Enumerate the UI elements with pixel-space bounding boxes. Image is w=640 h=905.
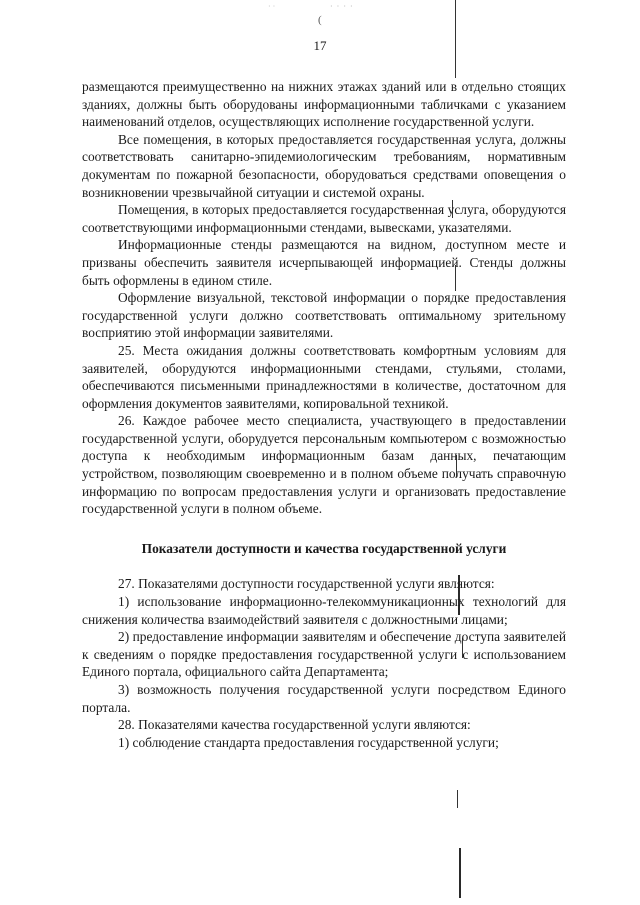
paragraph: Все помещения, в которых предоставляется государственная услуга, должны соответствовать санитарно-эпидемиологическим требованиям, нормативным документам по пожарной безопасности, оборудоваться средствами оповещения о возникновении чрезвычайной ситуации и системой охраны. — [82, 131, 566, 200]
paragraph: 3) возможность получения государственной услуги посредством Единого портала. — [82, 682, 566, 715]
paragraph: 1) соблюдение стандарта предоставления государственной услуги; — [118, 734, 499, 750]
paragraph: 2) предоставление информации заявителям и обеспечение доступа заявителей к сведениям о порядке предоставления государственной услуги с использованием Единого портала, официального сайта Департамента; — [82, 629, 566, 680]
scan-artifact: · · — [268, 2, 276, 11]
section-title: Показатели доступности и качества государственной услуги — [141, 540, 507, 556]
scan-line-artifact — [455, 0, 456, 78]
paragraph: Оформление визуальной, текстовой информации о порядке предоставления государственной услуги должно соответствовать оптимальному зрительному восприятию этой информации заявителями. — [82, 290, 566, 341]
scan-line-artifact — [457, 790, 458, 808]
paragraph: 1) использование информационно-телекоммуникационных технологий для снижения количества взаимодействий заявителя с должностными лицами; — [82, 594, 566, 627]
scan-artifact: · · · · — [330, 2, 354, 11]
paragraph: 25. Места ожидания должны соответствовать комфортным условиям для заявителей, оборудуются информационными стендами, стульями, столами, обеспечиваются письменными принадлежностями в количестве, достаточном для оформления документов заявителями, копировальной техникой. — [82, 342, 566, 411]
page-number: 17 — [313, 38, 327, 53]
paragraph: 28. Показателями качества государственной услуги являются: — [118, 717, 471, 733]
document-body — [82, 78, 566, 751]
paragraph: размещаются преимущественно на нижних этажах зданий или в отдельно стоящих зданиях, должны быть оборудованы информационными табличками с указанием наименований отделов, осуществляющих исполнение государственной услуги. — [82, 79, 566, 130]
scan-line-artifact — [459, 848, 461, 898]
paragraph: Помещения, в которых предоставляется государственная услуга, оборудуются соответствующими информационными стендами, вывесками, указателями. — [82, 202, 566, 235]
top-mark: ( — [318, 14, 322, 26]
paragraph: 27. Показателями доступности государственной услуги являются: — [118, 576, 495, 592]
paragraph: 26. Каждое рабочее место специалиста, участвующего в предоставлении государственной услуги, оборудуется персональным компьютером с возможностью доступа к необходимым информационным базам данных, печатающим устройством, позволяющим своевременно и в полном объеме получать справочную информацию по вопросам предоставления услуги и организовать предоставление государственной услуги в полном объеме. — [82, 413, 566, 517]
paragraph: Информационные стенды размещаются на видном, доступном месте и призваны обеспечить заявителя исчерпывающей информацией. Стенды должны быть оформлены в едином стиле. — [82, 237, 566, 288]
